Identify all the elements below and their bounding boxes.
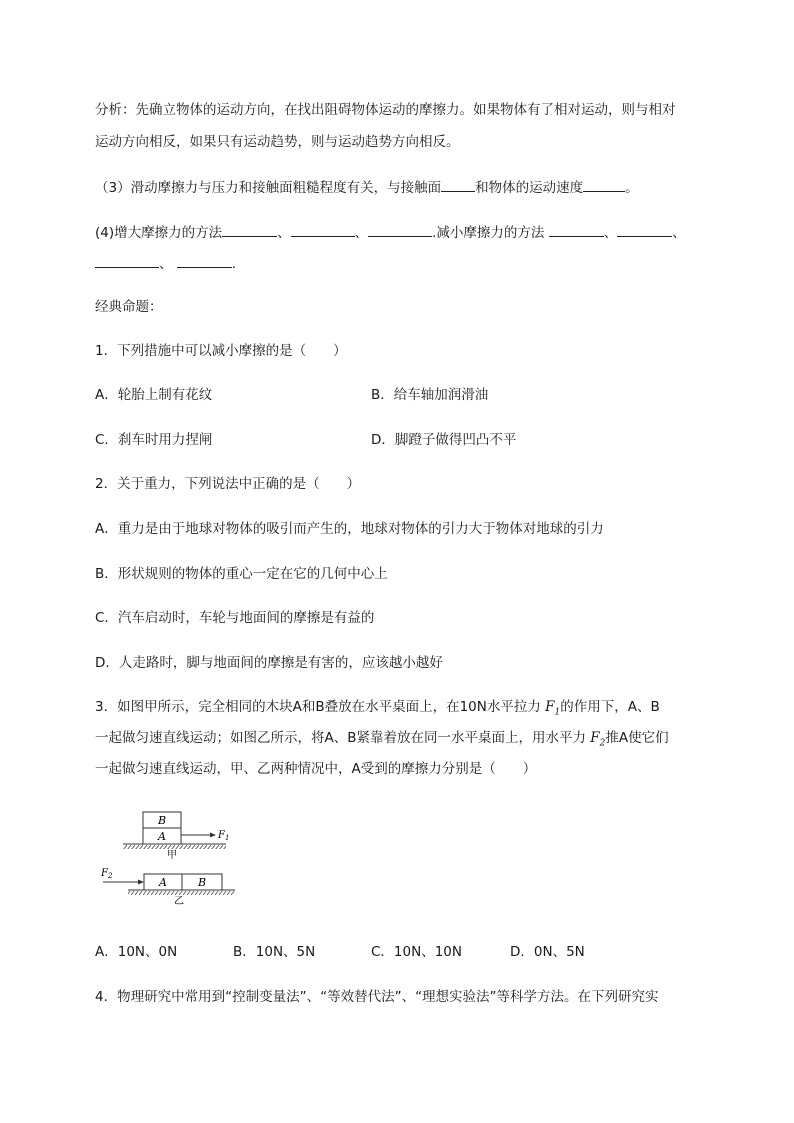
blank-decrease-1[interactable] xyxy=(549,222,604,237)
blank-speed[interactable] xyxy=(583,177,625,192)
separator: 、 xyxy=(354,225,369,241)
q3-line-1-text-a: 3．如图甲所示，完全相同的木块A和B叠放在水平桌面上，在10N水平拉力 xyxy=(95,699,541,715)
q1-option-d[interactable]: D．脚蹬子做得凹凸不平 xyxy=(371,432,517,448)
caption-yi: 乙 xyxy=(174,896,184,907)
q3-option-b[interactable]: B．10N、5N xyxy=(233,944,316,960)
f1-subscript: 1 xyxy=(554,707,561,718)
q2-stem: 2．关于重力，下列说法中正确的是（ ） xyxy=(95,476,361,492)
q3-line-3: 一起做匀速直线运动，甲、乙两种情况中，A受到的摩擦力分别是（ ） xyxy=(95,761,537,777)
caption-jia: 甲 xyxy=(167,850,177,861)
q3-line-1-text-b: 的作用下，A、B xyxy=(560,699,660,715)
separator: 、 xyxy=(277,225,291,241)
q3-option-d[interactable]: D．0N、5N xyxy=(510,944,585,960)
q2-option-a[interactable]: A．重力是由于地球对物体的吸引而产生的，地球对物体的引力大于物体对地球的引力 xyxy=(95,521,604,537)
q4-line-1: 4．物理研究中常用到“控制变量法”、“等效替代法”、“理想实验法”等科学方法。在下列研究实 xyxy=(95,989,659,1005)
f2-letter: F xyxy=(590,730,600,746)
period: . xyxy=(231,256,237,272)
blank-decrease-3[interactable] xyxy=(95,253,159,268)
item-3-middle: 和物体的运动速度 xyxy=(475,180,584,196)
item-4-middle: .减小摩擦力的方法 xyxy=(432,225,545,241)
q2-option-d[interactable]: D．人走路时，脚与地面间的摩擦是有害的，应该越小越好 xyxy=(95,655,443,671)
separator: 、 xyxy=(672,225,686,241)
label-a2: A xyxy=(159,876,167,889)
blank-contact-surface[interactable] xyxy=(441,177,475,192)
label-a: A xyxy=(158,830,166,843)
q3-line-1 xyxy=(95,698,660,722)
section-title: 经典命题： xyxy=(95,299,163,315)
label-b2: B xyxy=(197,876,207,889)
item-4-prefix: (4)增大摩擦力的方法 xyxy=(95,225,223,241)
q3-option-a[interactable]: A．10N、0N xyxy=(95,944,178,960)
item-3-prefix: （3）滑动摩擦力与压力和接触面粗糙程度有关，与接触面 xyxy=(95,180,442,196)
blank-increase-2[interactable] xyxy=(291,222,355,237)
q3-line-2-text-b: 推A使它们 xyxy=(605,730,669,746)
analysis-line-2: 运动方向相反，如果只有运动趋势，则与运动趋势方向相反。 xyxy=(95,134,460,150)
force-f1-symbol xyxy=(545,699,561,718)
surface-hatch-yi xyxy=(128,891,235,895)
f2-subscript: 2 xyxy=(599,738,606,749)
blank-decrease-4[interactable] xyxy=(177,253,232,268)
f2-label: $F_2$ xyxy=(101,868,113,880)
q1-option-a[interactable]: A．轮胎上制有花纹 xyxy=(95,387,213,403)
q3-option-c[interactable]: C．10N、10N xyxy=(371,944,462,960)
blank-increase-1[interactable] xyxy=(222,222,277,237)
item-3-suffix: 。 xyxy=(625,180,639,196)
arrow-f2-head xyxy=(138,880,144,885)
item-4-line-1 xyxy=(95,222,686,242)
f1-letter: F xyxy=(545,699,555,715)
arrow-f1-head xyxy=(210,833,216,838)
q1-option-c[interactable]: C．刹车时用力捏闸 xyxy=(95,432,213,448)
friction-figure xyxy=(95,805,265,905)
q2-option-c[interactable]: C．汽车启动时，车轮与地面间的摩擦是有益的 xyxy=(95,610,375,626)
analysis-line-1: 分析：先确立物体的运动方向，在找出阻碍物体运动的摩擦力。如果物体有了相对运动，则与相对 xyxy=(95,102,676,118)
q3-line-2-text-a: 一起做匀速直线运动；如图乙所示，将A、B紧靠着放在同一水平桌面上，用水平力 xyxy=(95,730,586,746)
q3-line-2 xyxy=(95,729,669,753)
item-4-line-2 xyxy=(95,253,236,273)
force-f2-symbol xyxy=(590,730,606,749)
separator: 、 xyxy=(603,225,618,241)
q2-option-b[interactable]: B．形状规则的物体的重心一定在它的几何中心上 xyxy=(95,566,388,582)
label-b: B xyxy=(157,814,167,827)
f1-label: $F_1$ xyxy=(218,830,230,842)
separator: 、 xyxy=(159,256,173,272)
q1-option-b[interactable]: B．给车轴加润滑油 xyxy=(371,387,489,403)
surface-hatch-jia xyxy=(123,845,226,849)
q1-stem: 1．下列措施中可以减小摩擦的是（ ） xyxy=(95,343,347,359)
blank-increase-3[interactable] xyxy=(368,222,432,237)
blank-decrease-2[interactable] xyxy=(617,222,672,237)
item-3-line xyxy=(95,177,639,197)
